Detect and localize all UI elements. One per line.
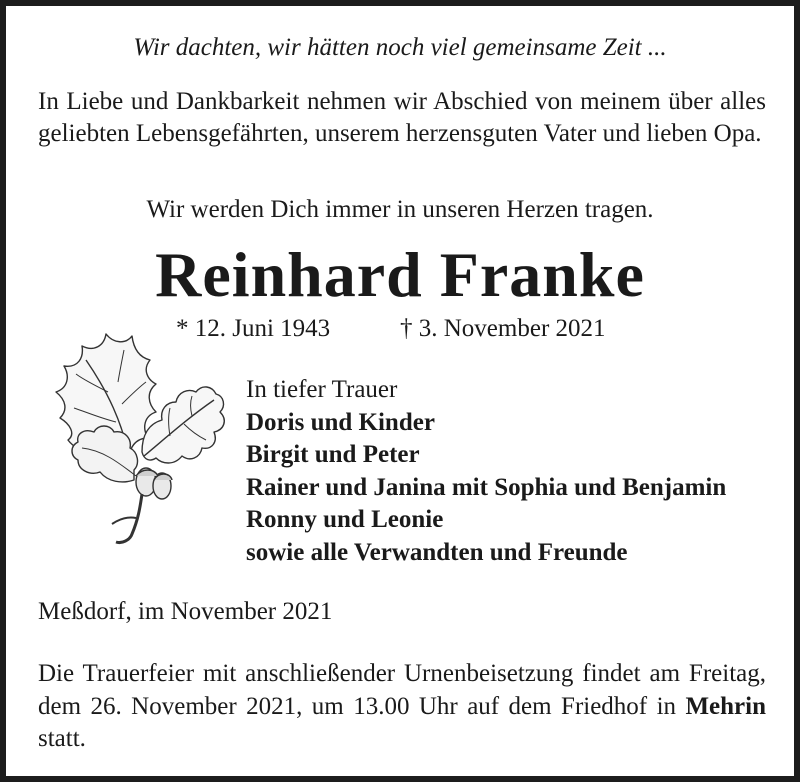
mourner-name: sowie alle Verwandten und Freunde	[246, 538, 628, 566]
funeral-service-info	[38, 658, 766, 756]
service-text: Die Trauerfeier mit anschließender Urnenbeisetzung findet am Freitag, dem 26. November 2021, um 13.00 Uhr auf dem Friedhof in	[38, 660, 766, 720]
mourners-block	[246, 374, 726, 569]
mourner-name: Birgit und Peter	[246, 441, 420, 468]
oak-leaves-icon	[38, 312, 238, 552]
service-location: Mehrin	[685, 692, 766, 720]
mourners-heading: In tiefer Trauer	[246, 376, 398, 403]
mourner-name: Rainer und Janina mit Sophia und Benjamin	[246, 473, 727, 501]
mourner-name: Ronny und Leonie	[246, 506, 444, 533]
motto: Wir dachten, wir hätten noch viel gemeinsame Zeit ...	[133, 34, 667, 61]
mourner-name: Doris und Kinder	[246, 408, 435, 436]
death-date: † 3. November 2021	[400, 315, 606, 342]
place-date: Meßdorf, im November 2021	[38, 598, 333, 625]
service-text-end: statt.	[38, 725, 86, 752]
birth-date: * 12. Juni 1943	[176, 315, 331, 342]
intro-text: In Liebe und Dankbarkeit nehmen wir Abschied von meinem über alles geliebten Lebensgefährten, unserem herzensguten Vater und lieben Opa.	[38, 88, 766, 147]
deceased-name: Reinhard Franke	[155, 239, 645, 310]
memorial-line: Wir werden Dich immer in unseren Herzen tragen.	[146, 196, 654, 223]
